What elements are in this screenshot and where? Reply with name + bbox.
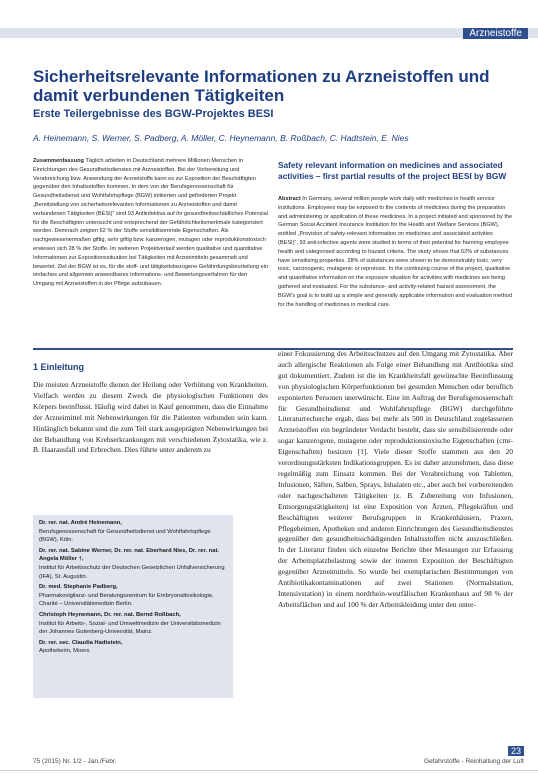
affiliation-entry bbox=[39, 639, 227, 656]
body-column-right: einer Fokussierung des Arbeitsschutzes auf den Umgang mit Zytostatika. Aber auch allergische Reaktionen als Folge einer Behandlung mit Antibiotika sind gut dokumentiert. Zudem ist die im Krankheitsfall gewünschte Beeinflussung von physiologischen Körperfunktionen bei gesunden Menschen oder beruflich exponierten Personen unerwünscht. Eine im Auftrag der Berufsgenossenschaft für Gesundheitsdienst und Wohlfahrtspflege (BGW) durchgeführte Literaturrecherche ergab, dass bei mehr als 500 in Deutschland zugelassenen Arzneistoffen ein begründeter Verdacht besteht, dass sie sensibilisierende oder sogar kanzerogene, mutagene oder reproduktionstoxische Eigenschaften (cmr-Eigenschaften) besitzen [1]. Viele dieser Stoffe stammen aus den 20 verordnungsstärksten Indikationsgruppen. Es ist daher anzunehmen, dass diese regelmäßig zum Einsatz kommen. Bei der Verabreichung von Tabletten, Infusionen, Säften, Salben, Sprays, Inhalaten etc., aber auch bei vorbereitenden oder nachgeschalteten Tätigkeiten (z. B. Zubereitung von Infusionen, Entsorgungstätigkeiten) ist eine Exposition von Ärzten, Pflegekräften und Beschäftigten weiterer Berufsgruppen in Krankenhäusern, Praxen, Pflegeheimen, Apotheken und anderen Einrichtungen des Gesundheitsdienstes gegenüber den gesundheitsschädigenden Inhaltsstoffen nicht auszuschließen. In der Literatur finden sich einzelne Berichte über Messungen zur Erfassung der Arbeitsplatzbelastung sowie der inneren Exposition der Beschäftigten gegenüber Arzneimitteln. So wurde bei exemplarischen Bestimmungen von Antibiotikakontaminationen auf zwei Stationen (Normalstation, Intensivstation) in einem nordrhein-westfälischen Krankenhaus auf 98 % der Arbeitsflächen und auf 100 % der Arbeitskleidung unter den unter- bbox=[278, 349, 513, 609]
article-subtitle: Erste Teilergebnisse des BGW-Projektes BESI bbox=[33, 108, 274, 120]
affiliations-box bbox=[33, 515, 233, 698]
summary-text: Täglich arbeiten in Deutschland mehrere Millionen Menschen in Einrichtungen des Gesundheitsdienstes mit Arzneistoffen. Bei der Vorbereitung und Verabreichung bzw. Anwendung der Arzneistoffe kann es zur Exposition der Beschäftigten gegenüber den Inhaltsstoffen kommen. In dem von der Berufsgenossenschaft für Gesundheitsdienst und Wohlfahrtspflege (BGW) initiierten und geförderten Projekt „Bereitstellung von sicherheitsrelevanten Informationen zu Arzneistoffen und damit verbundenen Tätigkeiten (BESI)“ sind 93 Antiinfektiva auf ihr gesundheitsschädliches Potenzial für die Beschäftigten untersucht und entsprechend der Gefährlichkeitsmerkmale kategorisiert worden. Demnach zeigten 62 % der Stoffe sensibilisierende Eigenschaften. Als nachgewiesenermaßen giftig, sehr giftig bzw. kanzerogen, mutagen oder reproduktionstoxisch erwiesen sich 28 % der Stoffe. Im weiteren Projektverlauf werden qualitative und quantitative Informationen zur Expositionssituation bei Tätigkeiten mit Arzneimitteln gesammelt und bewertet. Ziel der BGW ist es, für die stoff- und tätigkeitsbezogene Gefährdungsbeurteilung ein einfaches und allgemein anwendbares Informations- und Bewertungsverfahren für den Umgang mit Arzneistoffen in der Pflege aufzubauen. bbox=[33, 158, 268, 288]
affiliation-entry bbox=[39, 519, 227, 545]
abstract-title: Safety relevant information on medicines and associated activities – first partial results of the project BESI by BGW bbox=[278, 160, 507, 181]
affiliation-name: Dr. med. Stephanie Padberg, bbox=[39, 584, 118, 591]
intro-paragraph: Die meisten Arzneistoffe dienen der Heilung oder Verhütung von Krankheiten. Vielfach werden zu diesem Zweck die physiologischen Funktionen des Körpers beeinflusst. Häufig wird dabei in Kauf genommen, dass die Einnahme der Arzneimittel mit Nebenwirkungen für die Patienten verbunden sein kann. Hinlänglich bekannt sind die zum Teil stark ausgeprägten Nebenwirkungen bei der Behandlung von Krebserkrankungen mit verschiedenen Zytostatika, wie z. B. Haarausfall und Erbrechen. Dies führte unter anderem zu bbox=[33, 380, 268, 455]
affiliation-name: Dr. rer. nat. Sabine Werner, Dr. rer. nat. Eberhard Nies, Dr. rer. nat. Angela Möller †, bbox=[39, 547, 219, 563]
header-band bbox=[0, 28, 538, 38]
section-label: Arzneistoffe bbox=[463, 28, 528, 39]
summary-label: Zusammenfassung bbox=[33, 158, 84, 164]
footer-rule bbox=[0, 770, 538, 771]
affiliation-org: Institut für Arbeitsschutz der Deutschen Gesetzlichen Unfallversicherung (IFA), St. Augustin. bbox=[39, 564, 225, 580]
affiliation-entry bbox=[39, 583, 227, 609]
affiliation-org: Institut für Arbeits-, Sozial- und Umweltmedizin der Universitätsmedizin der Johannes Gutenberg-Universität, Mainz. bbox=[39, 620, 221, 636]
abstract-label: Abstract bbox=[278, 196, 301, 202]
section-heading: 1 Einleitung bbox=[33, 362, 85, 372]
author-list: A. Heinemann, S. Werner, S. Padberg, A. Möller, C. Heynemann, B. Roßbach, C. Hadtstein, E. Nies bbox=[33, 133, 409, 143]
affiliation-name: Dr. rer. nat. André Heinemann, bbox=[39, 520, 122, 526]
affiliation-entry bbox=[39, 611, 227, 637]
affiliation-name: Christoph Heynemann, Dr. rer. nat. Bernd Roßbach, bbox=[39, 611, 181, 618]
abstract-text: In Germany, several million people work daily with medicines in health service institutions. Employees may be exposed to the contents of medicines during the preparation and administering or application of these medicines. In a project initiated and sponsored by the German Social Accident Insurance Institution for the Health and Welfare Services (BGW), entitled „Provision of safety-relevant information on medicines and associated activities (BESI)“, 93 anti-infective agents were studied in terms of their potential for harming employee health and categorised according to hazard criteria. The study shows that 62% of substances have sensitising properties. 28% of substances were shown to be demonstrably toxic, very toxic, carcinogenic, mutagenic or reprotoxic. In the continuing course of the project, qualitative and quantitative information on the exposure situation for activities with medicines are being gathered and evaluated. For the substance- and activity-related hazard assessment, the BGW's goal is to build up a simple and generally applicable information and evaluation method for the handling of medicines in medical care. bbox=[278, 196, 513, 308]
page-footer bbox=[0, 740, 538, 780]
article-title: Sicherheitsrelevante Informationen zu Arzneistoffen und damit verbundenen Tätigkeiten bbox=[33, 67, 490, 105]
affiliation-entry bbox=[39, 547, 227, 581]
abstract-block bbox=[278, 195, 513, 309]
affiliation-org: Pharmakovigilanz- und Beratungszentrum für Embryonaltoxikologie, Charité – Universitätsmedizin Berlin. bbox=[39, 592, 214, 608]
issue-info: 75 (2015) Nr. 1/2 - Jan./Febr. bbox=[33, 758, 117, 765]
journal-name: Gefahrstoffe - Reinhaltung der Luft bbox=[424, 758, 524, 765]
summary-block bbox=[33, 157, 268, 289]
affiliation-org: Berufsgenossenschaft für Gesundheitsdienst und Wohlfahrtspflege (BGW), Köln. bbox=[39, 528, 211, 544]
affiliation-org: Apothekerin, Moers. bbox=[39, 648, 91, 655]
affiliation-name: Dr. rer. sec. Claudia Hadtstein, bbox=[39, 639, 123, 646]
header-bar bbox=[0, 0, 538, 40]
page-number: 23 bbox=[508, 746, 524, 756]
